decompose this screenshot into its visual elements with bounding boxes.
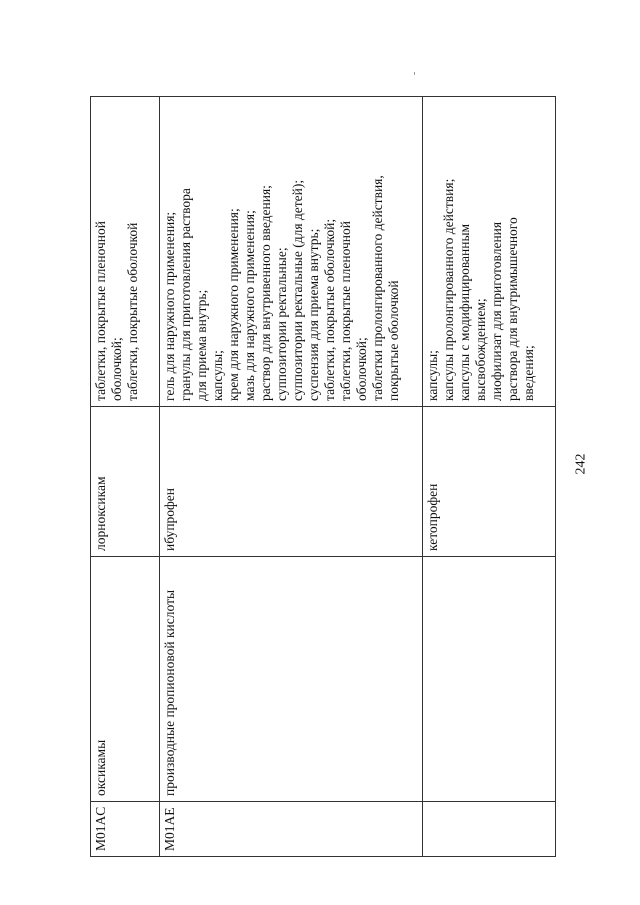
dosage-form-line: оболочкой; [354,337,369,401]
drug-name-cell: лорноксикам [91,407,160,557]
dosage-form-line: таблетки, покрытые оболочкой [125,222,140,401]
dosage-form-line: суппозитории ректальные; [274,247,289,401]
rotated-table-container [90,97,548,857]
atc-code-cell: M01AE [160,802,423,857]
dosage-form-line: раствора для внутримышечного [505,217,520,401]
dosage-form-line: гранулы для приготовления раствора [178,188,193,401]
dosage-form-line: лиофилизат для приготовления [489,221,504,401]
dosage-form-line: покрытые оболочкой [386,280,401,401]
dosage-form-line: крем для наружного применения; [226,208,241,401]
dosage-form-line: суппозитории ректальные (для детей); [290,179,305,401]
table-row [423,97,556,857]
dosage-form-line: таблетки, покрытые пленочной [93,220,108,401]
table-row [91,97,160,857]
drug-name-cell: ибупрофен [160,407,423,557]
dosage-form-line: для приема внутрь; [194,289,209,401]
dosage-form-line: таблетки, покрытые оболочкой; [322,218,337,401]
dosage-forms-cell [160,97,423,407]
group-cell: производные пропионовой кислоты [160,557,423,802]
dosage-form-line: мазь для наружного применения; [242,210,257,401]
dosage-form-line: капсулы; [425,350,440,401]
dosage-forms-cell [423,97,556,407]
dosage-form-line: таблетки пролонгированного действия, [370,175,385,401]
dosage-form-line: капсулы; [210,350,225,401]
atc-code-cell [423,802,556,857]
dosage-form-line: суспензия для приема внутрь; [306,228,321,401]
drug-table [90,96,556,857]
dosage-form-line: гель для наружного применения; [162,211,177,401]
scan-mark [414,72,415,75]
dosage-form-line: капсулы пролонгированного действия; [441,178,456,401]
dosage-form-line: высвобождением; [473,298,488,401]
table-row [160,97,423,857]
dosage-form-line: введения; [521,345,536,401]
dosage-forms-cell [91,97,160,407]
atc-code-cell: M01AC [91,802,160,857]
dosage-form-line: оболочкой; [109,337,124,401]
dosage-form-line: таблетки, покрытые пленочной [338,220,353,401]
drug-name-cell: кетопрофен [423,407,556,557]
dosage-form-line: раствор для внутривенного введения; [258,185,273,401]
dosage-form-line: капсулы с модифицированным [457,223,472,401]
page-number: 242 [573,453,589,475]
group-cell: оксикамы [91,557,160,802]
group-cell [423,557,556,802]
